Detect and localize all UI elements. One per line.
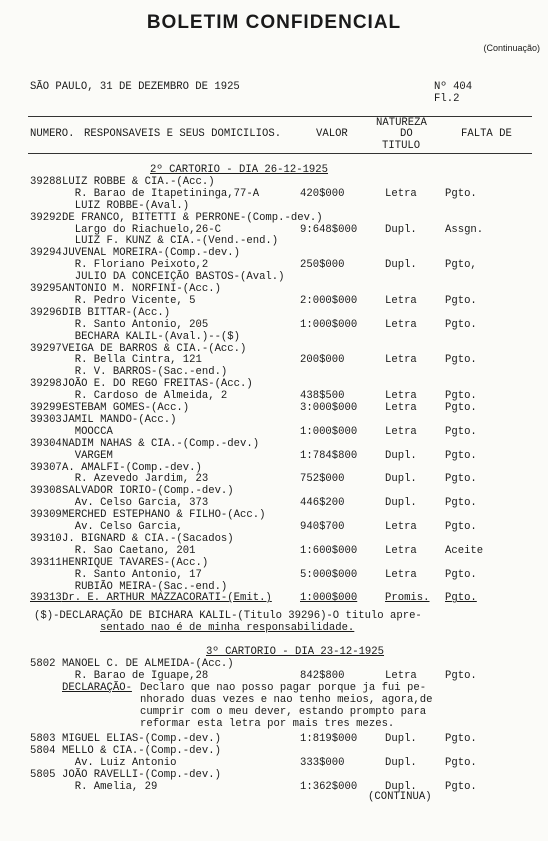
- entry-reason: Pgto.: [445, 669, 477, 682]
- entry-text: MELLO & CIA.-(Comp.-dev.): [62, 745, 221, 758]
- entry-value: 1:000$000: [300, 592, 358, 605]
- entry-text: JOÃO RAVELLI-(Comp.-dev.): [62, 769, 221, 782]
- entry-text: R. Amelia, 29: [62, 781, 158, 793]
- entry-nature: Dupl.: [385, 259, 417, 272]
- entry-text: RUBIÃO MEIRA-(Sac.-end.): [62, 580, 228, 593]
- entry-reason: Pgto.: [445, 781, 477, 793]
- entry-value: 940$700: [300, 521, 345, 533]
- declaration-label: DECLARAÇÃO-: [62, 681, 132, 694]
- entry-text: SALVADOR IORIO-(Comp.-dev.): [62, 485, 234, 498]
- entry-reason: Pgto,: [445, 259, 477, 272]
- entry-number: 39311: [30, 556, 62, 569]
- entry-reason: Pgto.: [445, 425, 477, 438]
- col-responsaveis: RESPONSAVEIS E SEUS DOMICILIOS.: [84, 128, 282, 140]
- entry-text: DE FRANCO, BITETTI & PERRONE-(Comp.-dev.): [62, 211, 323, 224]
- entry-text: MOOCCA: [62, 425, 113, 438]
- entry-value: 438$500: [300, 390, 345, 403]
- entry-reason: Pgto.: [445, 473, 477, 486]
- entry-reason: Pgto.: [445, 402, 477, 414]
- entry-text: R. Pedro Vicente, 5: [62, 294, 196, 307]
- entry-text: J. BIGNARD & CIA.-(Sacados): [62, 532, 234, 545]
- entry-value: 1:000$000: [300, 318, 358, 331]
- entry-text: R. Barao de Iguape,28: [62, 669, 209, 682]
- entry-reason: Pgto.: [445, 592, 477, 605]
- entry-value: 1:600$000: [300, 544, 358, 557]
- entry-reason: Pgto.: [445, 521, 477, 533]
- entry-reason: Pgto.: [445, 294, 477, 307]
- entry-number: 39307: [30, 461, 62, 474]
- continuation-label: (Continuação): [483, 43, 540, 53]
- entry-number: 39309: [30, 509, 62, 522]
- entry-text: R. Santo Antonio, 205: [62, 318, 209, 331]
- entry-value: 9:648$000: [300, 223, 358, 236]
- entry-reason: Pgto.: [445, 187, 477, 200]
- entry-text: A. AMALFI-(Comp.-dev.): [62, 461, 202, 474]
- entry-text: R. Bella Cintra, 121: [62, 354, 202, 367]
- entry-nature: Dupl.: [385, 781, 417, 793]
- entry-number: 5804: [30, 745, 56, 758]
- entry-number: 5803: [30, 733, 56, 746]
- entry-nature: Letra: [385, 402, 417, 414]
- entry-reason: Pgto.: [445, 318, 477, 331]
- bulletin-date: SÃO PAULO, 31 DE DEZEMBRO DE 1925: [30, 81, 240, 93]
- entry-reason: Pgto.: [445, 757, 477, 770]
- entry-value: 1:362$000: [300, 781, 358, 793]
- entry-number: 5802: [30, 658, 56, 670]
- entry-reason: Pgto.: [445, 497, 477, 510]
- entry-nature: Dupl.: [385, 223, 417, 236]
- entry-text: Av. Celso Garcia,: [62, 521, 183, 533]
- entry-text: Largo do Riachuelo,26-C: [62, 223, 221, 236]
- entry-number: 39304: [30, 437, 62, 450]
- document-title: BOLETIM CONFIDENCIAL: [146, 12, 402, 33]
- entry-text: R. V. BARROS-(Sac.-end.): [62, 366, 228, 379]
- entry-number: 39294: [30, 247, 62, 260]
- entry-number: 39310: [30, 532, 62, 545]
- entry-value: 5:000$000: [300, 568, 358, 581]
- entry-reason: Assgn.: [445, 223, 484, 236]
- entry-nature: Dupl.: [385, 733, 417, 746]
- col-natureza-3: TITULO: [382, 140, 421, 152]
- entry-text: MIGUEL ELIAS-(Comp.-dev.): [62, 733, 221, 746]
- entry-reason: Aceite: [445, 544, 484, 557]
- section-heading-3: 3º CARTORIO - DIA 23-12-1925: [206, 646, 385, 659]
- entry-number: 39288: [30, 175, 62, 188]
- entry-number: 39297: [30, 342, 62, 355]
- entry-value: 446$200: [300, 497, 345, 510]
- entry-number: 39313: [30, 592, 62, 605]
- entry-nature: Promis.: [385, 592, 430, 605]
- entry-number: 39299: [30, 402, 62, 414]
- entry-number: 39295: [30, 283, 62, 295]
- entry-value: 842$800: [300, 669, 345, 682]
- entry-reason: Pgto.: [445, 354, 477, 367]
- entry-text: R. Santo Antonio, 17: [62, 568, 202, 581]
- entry-text: R. Sao Caetano, 201: [62, 544, 196, 557]
- entry-text: MANOEL C. DE ALMEIDA-(Acc.): [62, 658, 234, 670]
- entry-nature: Letra: [385, 521, 417, 533]
- entry-text: R. Floriano Peixoto,2: [62, 259, 209, 272]
- declaration-line: Declaro que nao posso pagar porque ja fui pe-: [140, 681, 427, 694]
- col-valor: VALOR: [316, 128, 348, 140]
- entry-reason: Pgto.: [445, 568, 477, 581]
- entry-text: Dr. E. ARTHUR MAZZACORATI-(Emit.): [62, 592, 272, 605]
- entry-value: 250$000: [300, 259, 345, 272]
- entry-text: Av. Celso Garcia, 373: [62, 497, 209, 510]
- declaration-line: cumprir com o meu dever, estando prompto para: [140, 705, 427, 718]
- col-numero: NUMERO.: [30, 128, 75, 140]
- bulletin-number: Nº 404: [434, 81, 473, 93]
- header-rule-bottom: [28, 153, 532, 154]
- entry-value: 2:000$000: [300, 294, 358, 307]
- entry-nature: Letra: [385, 390, 417, 403]
- entry-text: DIB BITTAR-(Acc.): [62, 306, 171, 319]
- declaration-line: ($)-DECLARAÇÃO DE BICHARA KALIL-(Titulo 39296)-O titulo apre-: [34, 610, 422, 623]
- entry-number: 39292: [30, 211, 62, 224]
- entry-nature: Letra: [385, 294, 417, 307]
- entry-reason: Pgto.: [445, 449, 477, 462]
- col-natureza-2: DO: [400, 128, 413, 140]
- entry-value: 752$000: [300, 473, 345, 486]
- entry-text: JULIO DA CONCEIÇÃO BASTOS-(Aval.): [62, 271, 285, 284]
- entry-text: R. Barao de Itapetininga,77-A: [62, 187, 260, 200]
- entry-text: JUVENAL MOREIRA-(Comp.-dev.): [62, 247, 241, 260]
- entry-value: 1:000$000: [300, 425, 358, 438]
- entry-number: 39298: [30, 378, 62, 391]
- entry-text: NADIM NAHAS & CIA.-(Comp.-dev.): [62, 437, 260, 450]
- entry-text: R. Azevedo Jardim, 23: [62, 473, 209, 486]
- entry-text: ANTONIO M. NORFINI-(Acc.): [62, 283, 221, 295]
- entry-nature: Letra: [385, 187, 417, 200]
- entry-text: BECHARA KALIL-(Aval.)--($): [62, 330, 241, 343]
- entry-nature: Letra: [385, 425, 417, 438]
- section-heading-2: 2º CARTORIO - DIA 26-12-1925: [150, 164, 329, 176]
- entry-number: 39303: [30, 413, 62, 426]
- entry-text: LUIZ ROBBE & CIA.-(Acc.): [62, 175, 215, 188]
- entry-value: 333$000: [300, 757, 345, 770]
- entry-text: Av. Luiz Antonio: [62, 757, 177, 770]
- col-falta: FALTA DE: [461, 128, 512, 140]
- sheet-number: Fl.2: [434, 93, 460, 105]
- entry-text: HENRIQUE TAVARES-(Acc.): [62, 556, 209, 569]
- col-natureza-1: NATUREZA: [376, 117, 427, 129]
- entry-value: 420$000: [300, 187, 345, 200]
- entry-nature: Letra: [385, 318, 417, 331]
- entry-nature: Dupl.: [385, 757, 417, 770]
- entry-text: VARGEM: [62, 449, 113, 462]
- entry-text: LUIZ ROBBE-(Aval.): [62, 199, 190, 212]
- entry-value: 1:819$000: [300, 733, 358, 746]
- entry-text: MERCHED ESTEPHANO & FILHO-(Acc.): [62, 509, 266, 522]
- entry-nature: Dupl.: [385, 497, 417, 510]
- entry-nature: Dupl.: [385, 449, 417, 462]
- declaration-line: nhorado duas vezes e nao tenho meios, agora,de: [140, 693, 433, 706]
- entry-value: 200$000: [300, 354, 345, 367]
- entry-text: LUIZ F. KUNZ & CIA.-(Vend.-end.): [62, 235, 279, 248]
- entry-reason: Pgto.: [445, 390, 477, 403]
- entry-reason: Pgto.: [445, 733, 477, 746]
- entry-value: 1:784$800: [300, 449, 358, 462]
- entry-number: 5805: [30, 769, 56, 782]
- continua-label: (CONTINUA): [368, 790, 432, 803]
- declaration-line: sentado nao é de minha responsabilidade.: [100, 622, 355, 635]
- entry-number: 39296: [30, 306, 62, 319]
- entry-nature: Letra: [385, 544, 417, 557]
- entry-text: JOÃO E. DO REGO FREITAS-(Acc.): [62, 378, 253, 391]
- entry-text: JAMIL MANDO-(Acc.): [62, 413, 177, 426]
- header-rule-top: [28, 116, 532, 117]
- entry-number: 39308: [30, 485, 62, 498]
- declaration-line: reformar esta letra por mais tres mezes.: [140, 717, 395, 730]
- entry-nature: Letra: [385, 669, 417, 682]
- entry-nature: Letra: [385, 354, 417, 367]
- entry-text: R. Cardoso de Almeida, 2: [62, 390, 228, 403]
- entry-nature: Letra: [385, 568, 417, 581]
- entry-text: ESTEBAM GOMES-(Acc.): [62, 402, 190, 414]
- entry-nature: Dupl.: [385, 473, 417, 486]
- entry-value: 3:000$000: [300, 402, 358, 414]
- entry-text: VEIGA DE BARROS & CIA.-(Acc.): [62, 342, 247, 355]
